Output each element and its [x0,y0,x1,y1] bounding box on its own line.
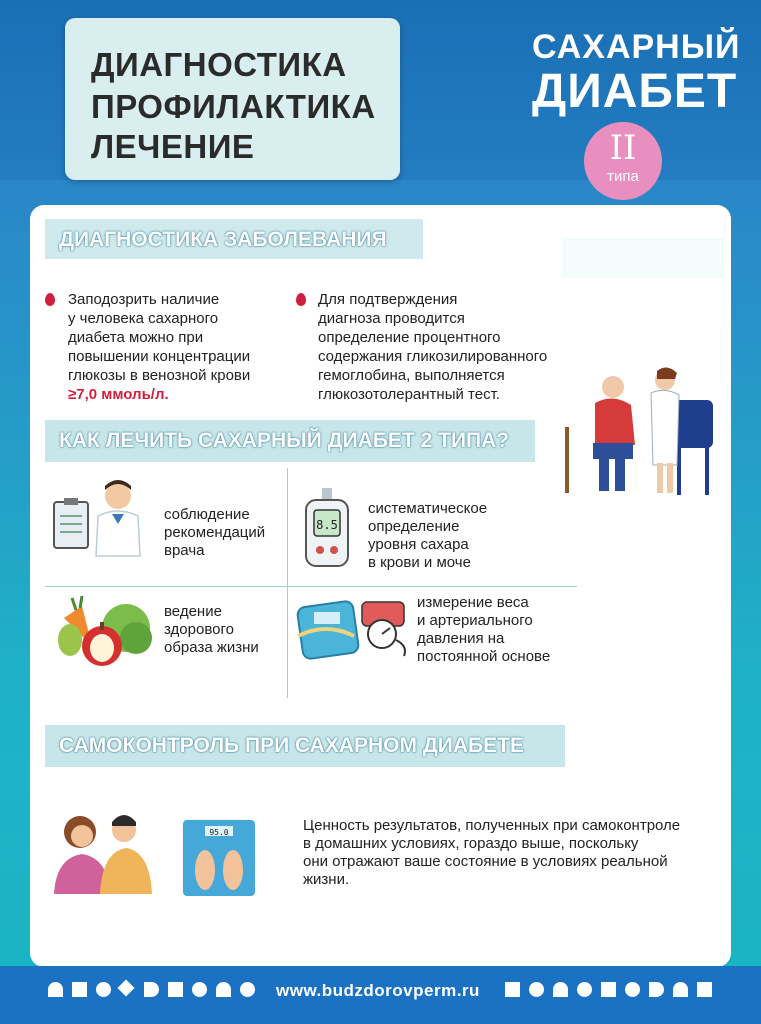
decor-shape-icon [553,982,568,997]
scale-tonometer-icon [296,596,412,662]
text-line: соблюдение [164,506,250,523]
section-treatment-heading [45,420,535,462]
glucose-threshold: ≥7,0 ммоль/л. [68,386,169,403]
treatment-item-1 [164,506,265,560]
decor-shape-icon [625,982,640,997]
decor-shape-icon [96,982,111,997]
text-line: диабета можно при [68,329,204,346]
text-line: Заподозрить наличие [68,291,220,308]
text-line: ведение [164,603,222,620]
vegetables-icon [56,596,152,670]
decor-shape-icon [144,982,159,997]
text-line: в крови и моче [368,554,471,571]
text-line: диагноза проводится [318,310,465,327]
title-line-2: ПРОФИЛАКТИКА [91,88,376,125]
glucometer-icon [302,488,352,568]
text-line: глюкозы в венозной крови [68,367,251,384]
text-line: и артериального [417,612,533,629]
decor-shape-icon [216,982,231,997]
title-line-1: ДИАГНОСТИКА [91,46,347,83]
bathroom-scale-icon [183,820,255,896]
text-line: они отражают ваше состояние в условиях реальной [303,853,668,870]
decor-shape-icon [168,982,183,997]
selfcontrol-text [303,817,680,889]
text-line: уровня сахара [368,536,469,553]
brand-line-1: САХАРНЫЙ [532,28,741,66]
treatment-item-2 [368,500,487,572]
decor-shape-icon [649,982,664,997]
section-selfcontrol-heading [45,725,565,767]
decor-shape-icon [192,982,207,997]
treatment-item-4 [417,594,550,666]
brand-line-2: ДИАБЕТ [532,65,738,118]
text-line: образа жизни [164,639,259,656]
treatment-item-3 [164,603,259,657]
decor-shape-icon [48,982,63,997]
section-treatment-title: КАК ЛЕЧИТЬ САХАРНЫЙ ДИАБЕТ 2 ТИПА? [59,429,510,452]
text-line: давления на [417,630,505,647]
text-line: у человека сахарного [68,310,219,327]
decor-shape-icon [72,982,87,997]
decor-shape-icon [673,982,688,997]
scale-reading: 95.0 [209,828,229,837]
couple-illustration [50,808,154,898]
section-diagnosis-heading [45,219,423,259]
text-line: постоянной основе [417,648,551,665]
doctor-patient-illustration [565,365,720,500]
diagnosis-bullet-1 [68,290,250,404]
type-numeral: II [609,128,637,168]
text-line: глюкозотолерантный тест. [318,386,500,403]
type-badge [584,122,662,200]
grid-divider-vertical [287,468,288,698]
decor-shape-icon [577,982,592,997]
type-label: типа [607,168,639,185]
text-line: в домашних условиях, гораздо выше, поскольку [303,835,639,852]
decor-shape-icon [240,982,255,997]
drop-bullet-icon [45,293,55,306]
title-line-3: ЛЕЧЕНИЕ [91,128,255,165]
text-line: гемоглобина, выполняется [318,367,505,384]
decor-shape-icon [697,982,712,997]
drop-bullet-icon [296,293,306,306]
text-line: определение [368,518,460,535]
glucometer-reading: 8.5 [316,518,338,532]
section-diagnosis-title: ДИАГНОСТИКА ЗАБОЛЕВАНИЯ [59,228,387,251]
text-line: Для подтверждения [318,291,458,308]
text-line: определение процентного [318,329,501,346]
text-line: рекомендаций [164,524,266,541]
footer-website-link[interactable]: www.budzdorovperm.ru [276,981,480,1000]
text-line: жизни. [303,871,350,888]
doctor-icon [50,478,150,558]
section-selfcontrol-title: САМОКОНТРОЛЬ ПРИ САХАРНОМ ДИАБЕТЕ [59,734,524,757]
text-line: повышении концентрации [68,348,251,365]
text-line: врача [164,542,205,559]
text-line: здорового [164,621,234,638]
decor-shape-icon [505,982,520,997]
text-line: содержания гликозилированного [318,348,548,365]
text-line: измерение веса [417,594,529,611]
decor-shape-icon [529,982,544,997]
text-line: Ценность результатов, полученных при самоконтроле [303,817,681,834]
title-box [65,18,400,180]
decor-shape-icon [601,982,616,997]
diagnosis-bullet-2 [318,290,547,404]
grid-divider-horizontal [45,586,577,587]
decor-glow [562,238,724,278]
text-line: систематическое [368,500,488,517]
